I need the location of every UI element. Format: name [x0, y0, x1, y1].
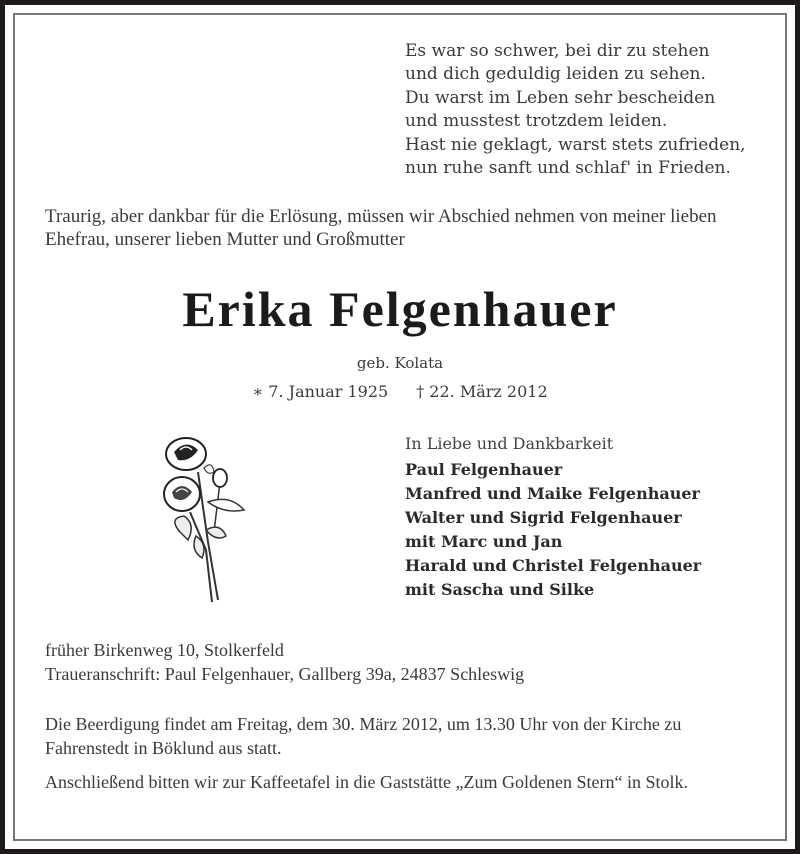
funeral-details	[45, 712, 765, 804]
poem-line: und musstest trotzdem leiden.	[405, 111, 668, 132]
intro-text: Traurig, aber dankbar für die Erlösung, müssen wir Abschied nehmen von meiner lieben Ehefrau, unserer lieben Mutter und Großmutter	[45, 206, 717, 250]
rose-icon	[160, 432, 250, 604]
funeral-paragraph: Die Beerdigung findet am Freitag, dem 30. März 2012, um 13.30 Uhr von der Kirche zu Fahrenstedt in Böklund aus statt.	[45, 714, 682, 758]
mourner-line: Manfred und Maike Felgenhauer	[405, 484, 700, 503]
mourner-line: Paul Felgenhauer	[405, 460, 563, 479]
addresses	[45, 638, 524, 686]
mourner-line: Harald und Christel Felgenhauer	[405, 556, 702, 575]
life-dates	[0, 382, 800, 401]
mourners-heading: In Liebe und Dankbarkeit	[405, 434, 614, 453]
poem-line: und dich geduldig leiden zu sehen.	[405, 64, 706, 85]
poem-line: nun ruhe sanft und schlaf' in Frieden.	[405, 158, 731, 179]
death-date: † 22. März 2012	[416, 382, 548, 401]
former-address: früher Birkenweg 10, Stolkerfeld	[45, 640, 284, 660]
deceased-name: Erika Felgenhauer	[182, 281, 618, 337]
birth-date: ∗ 7. Januar 1925	[252, 382, 389, 401]
mourner-line: Walter und Sigrid Felgenhauer	[405, 508, 682, 527]
mourner-line: mit Marc und Jan	[405, 532, 563, 551]
birth-name: geb. Kolata	[356, 354, 444, 372]
reception-paragraph: Anschließend bitten wir zur Kaffeetafel in die Gaststätte „Zum Goldenen Stern“ in Stolk.	[45, 772, 688, 792]
poem-line: Hast nie geklagt, warst stets zufrieden,	[405, 134, 746, 155]
mourners-list	[405, 432, 701, 602]
poem-line: Es war so schwer, bei dir zu stehen	[405, 41, 710, 61]
poem	[405, 40, 746, 180]
mourning-address: Traueranschrift: Paul Felgenhauer, Gallberg 39a, 24837 Schleswig	[45, 664, 525, 684]
mourner-line: mit Sascha und Silke	[405, 580, 595, 599]
poem-line: Du warst im Leben sehr bescheiden	[405, 87, 716, 108]
